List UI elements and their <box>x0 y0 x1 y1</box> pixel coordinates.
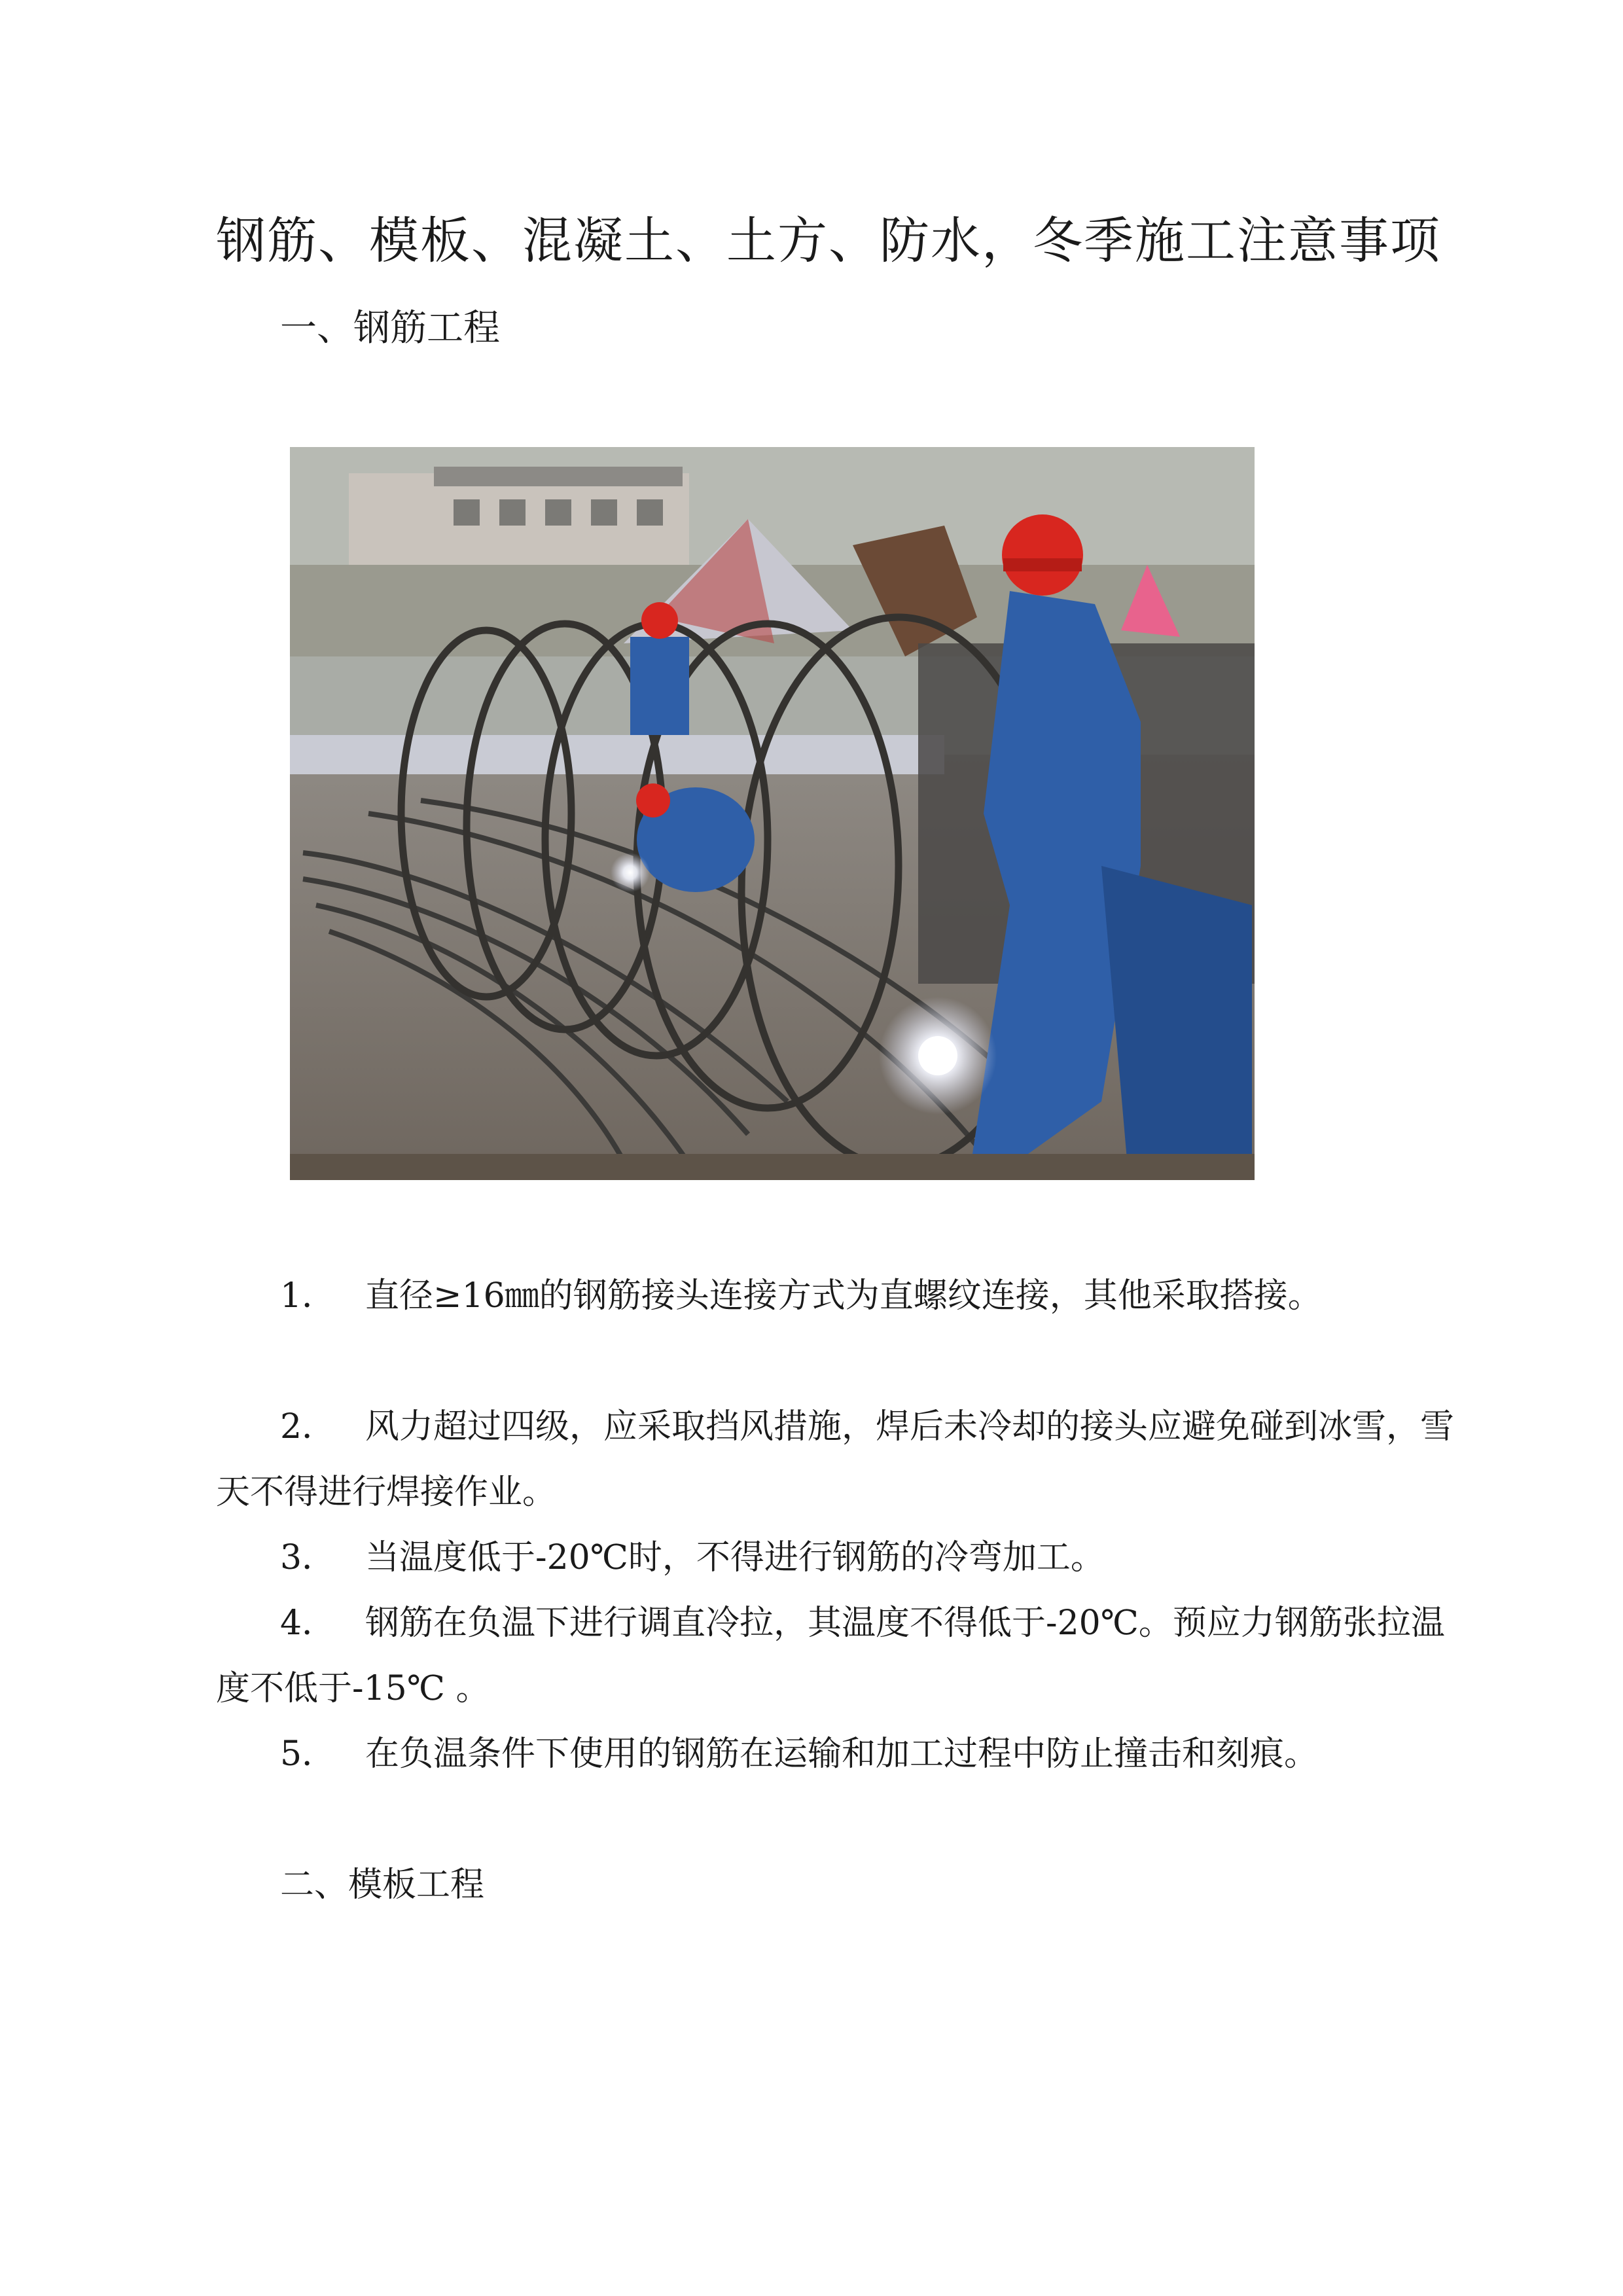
item-text: 在负温条件下使用的钢筋在运输和加工过程中防止撞击和刻痕。 <box>365 1734 1319 1774</box>
item-4 <box>216 1590 1472 1721</box>
section-heading-rebar: 一、钢筋工程 <box>280 307 500 350</box>
item-text: 直径≥16㎜的钢筋接头连接方式为直螺纹连接，其他采取搭接。 <box>365 1276 1322 1316</box>
item-2 <box>216 1394 1472 1525</box>
item-text: 当温度低于-20℃时，不得进行钢筋的冷弯加工。 <box>365 1538 1105 1577</box>
item-number: 5． <box>280 1734 336 1774</box>
item-number: 3． <box>280 1538 336 1577</box>
item-text: 风力超过四级，应采取挡风措施，焊后未冷却的接头应避免碰到冰雪，雪天不得进行焊接作业。 <box>216 1407 1455 1512</box>
item-1 <box>216 1263 1472 1329</box>
item-number: 4． <box>280 1604 336 1643</box>
document-title: 钢筋、模板、混凝土、土方、防水，冬季施工注意事项 <box>216 211 1441 270</box>
item-text: 钢筋在负温下进行调直冷拉，其温度不得低于-20℃。预应力钢筋张拉温度不低于-15℃ 。 <box>216 1604 1445 1708</box>
section-heading-formwork: 二、模板工程 <box>280 1865 485 1905</box>
item-number: 2． <box>280 1407 336 1446</box>
item-number: 1． <box>280 1276 336 1316</box>
item-3 <box>216 1525 1472 1590</box>
item-5 <box>216 1721 1472 1787</box>
construction-photo <box>290 447 1255 1180</box>
